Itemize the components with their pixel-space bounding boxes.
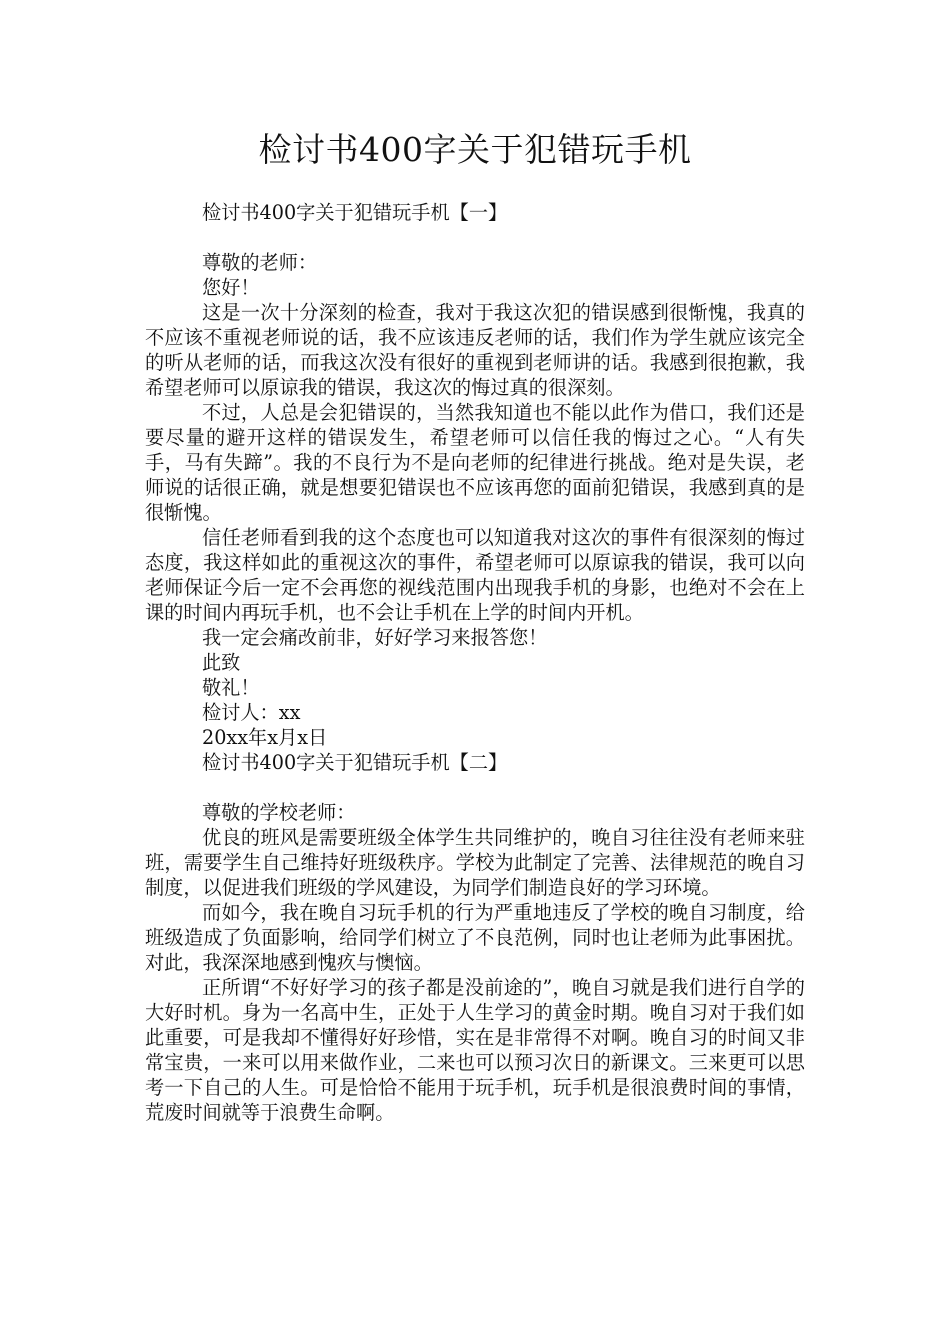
section-two-paragraph-2: 而如今，我在晚自习玩手机的行为严重地违反了学校的晚自习制度，给班级造成了负面影响，给同学们树立了不良范例，同时也让老师为此事困扰。对此，我深深地感到愧疚与懊恼。: [145, 901, 805, 974]
document-body: [145, 200, 805, 1125]
closing-line-1: 此致: [202, 651, 241, 674]
section-one-paragraph-4: 我一定会痛改前非，好好学习来报答您！: [202, 626, 548, 649]
section-one-paragraph-2: 不过，人总是会犯错误的，当然我知道也不能以此作为借口，我们还是要尽量的避开这样的错误发生，希望老师可以信任我的悔过之心。“人有失手，马有失蹄”。我的不良行为不是向老师的纪律进行挑战。绝对是失误，老师说的话很正确，就是想要犯错误也不应该再您的面前犯错误，我感到真的是很惭愧。: [145, 401, 805, 524]
section-one-heading: 检讨书400字关于犯错玩手机【一】: [202, 201, 508, 224]
closing-line-2: 敬礼！: [202, 676, 260, 699]
section-one-greeting: 您好！: [202, 276, 260, 299]
document-title: 检讨书400字关于犯错玩手机: [258, 130, 692, 169]
section-two-heading: 检讨书400字关于犯错玩手机【二】: [202, 751, 508, 774]
section-two-salutation: 尊敬的学校老师：: [202, 801, 356, 824]
date-line: 20xx年x月x日: [202, 726, 328, 749]
section-one-paragraph-3: 信任老师看到我的这个态度也可以知道我对这次的事件有很深刻的悔过态度，我这样如此的重视这次的事件，希望老师可以原谅我的错误，我可以向老师保证今后一定不会再您的视线范围内出现我手机的身影，也绝对不会在上课的时间内再玩手机，也不会让手机在上学的时间内开机。: [145, 526, 805, 624]
blank-line: [145, 225, 805, 250]
section-two-paragraph-1: 优良的班风是需要班级全体学生共同维护的，晚自习往往没有老师来驻班，需要学生自己维持好班级秩序。学校为此制定了完善、法律规范的晚自习制度，以促进我们班级的学风建设，为同学们制造良好的学习环境。: [145, 826, 805, 899]
section-two-paragraph-3: 正所谓“不好好学习的孩子都是没前途的”，晚自习就是我们进行自学的大好时机。身为一名高中生，正处于人生学习的黄金时期。晚自习对于我们如此重要，可是我却不懂得好好珍惜，实在是非常得不对啊。晚自习的时间又非常宝贵，一来可以用来做作业，二来也可以预习次日的新课文。三来更可以思考一下自己的人生。可是恰恰不能用于玩手机，玩手机是很浪费时间的事情，荒废时间就等于浪费生命啊。: [145, 976, 805, 1124]
section-one-paragraph-1: 这是一次十分深刻的检查，我对于我这次犯的错误感到很惭愧，我真的不应该不重视老师说的话，我不应该违反老师的话，我们作为学生就应该完全的听从老师的话，而我这次没有很好的重视到老师讲的话。我感到很抱歉，我希望老师可以原谅我的错误，我这次的悔过真的很深刻。: [145, 301, 805, 399]
section-one-salutation: 尊敬的老师：: [202, 251, 318, 274]
blank-line: [145, 775, 805, 800]
signer-line: 检讨人：xx: [202, 701, 301, 724]
